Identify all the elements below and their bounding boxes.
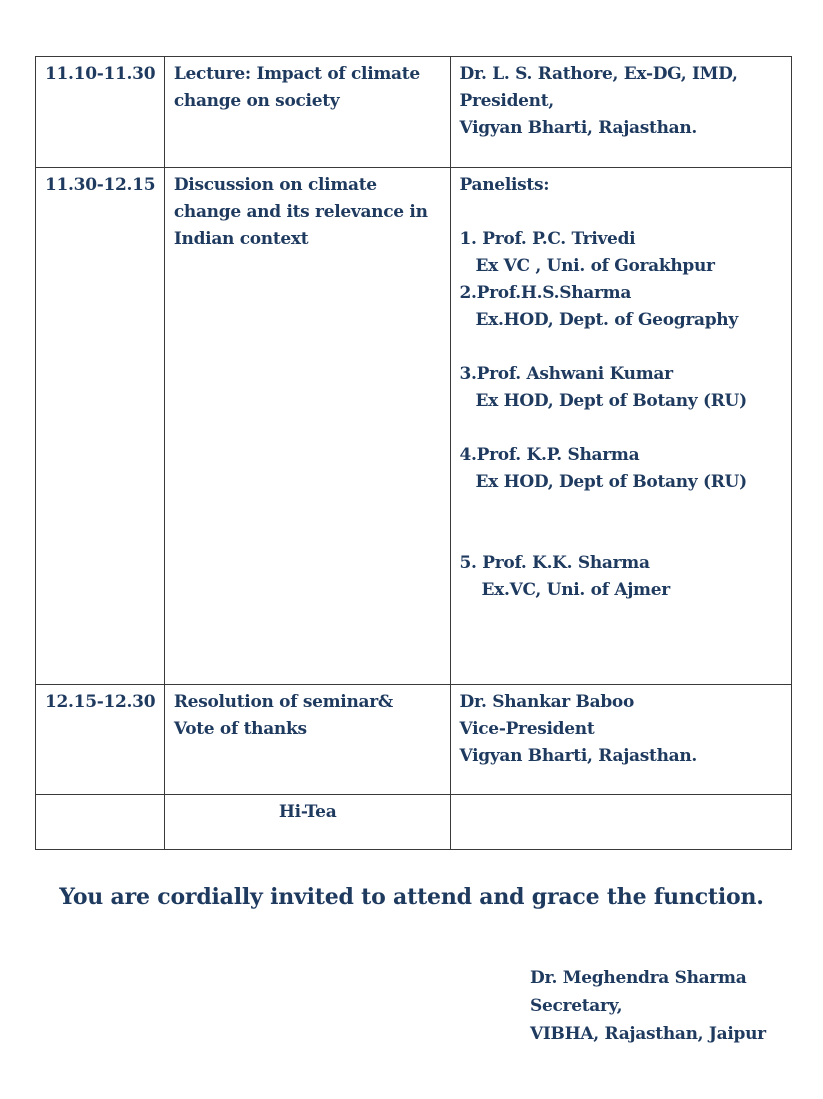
panelists-cell <box>450 168 792 685</box>
speaker-line: Dr. L. S. Rathore, Ex-DG, IMD, <box>459 64 738 84</box>
schedule-row <box>36 57 792 168</box>
time-slot: 11.10-11.30 <box>45 64 156 84</box>
event-cell <box>164 168 450 685</box>
time-slot: 11.30-12.15 <box>45 175 156 195</box>
event-cell <box>164 57 450 168</box>
panelists-heading: Panelists: <box>459 175 550 195</box>
schedule-row <box>36 685 792 795</box>
panelist-role: Ex.VC, Uni. of Ajmer <box>481 580 670 600</box>
panelist-role: Ex HOD, Dept of Botany (RU) <box>475 391 747 411</box>
speaker-cell <box>450 795 792 850</box>
event-line: change on society <box>173 91 340 111</box>
event-line: Hi-Tea <box>278 802 337 822</box>
event-cell <box>164 795 450 850</box>
speaker-cell <box>450 685 792 795</box>
event-line: Resolution of seminar& <box>173 692 393 712</box>
panelist-name: 3.Prof. Ashwani Kumar <box>459 364 673 384</box>
event-line: Indian context <box>173 229 309 249</box>
signatory-org: VIBHA, Rajasthan, Jaipur <box>530 1024 766 1044</box>
panelist-name: 1. Prof. P.C. Trivedi <box>459 229 636 249</box>
time-cell <box>36 168 165 685</box>
signature-block <box>530 964 766 1048</box>
panelist-role: Ex VC , Uni. of Gorakhpur <box>475 256 715 276</box>
panelist-role: Ex.HOD, Dept. of Geography <box>475 310 738 330</box>
time-cell <box>36 685 165 795</box>
panelist-role: Ex HOD, Dept of Botany (RU) <box>475 472 747 492</box>
panelist-name: 2.Prof.H.S.Sharma <box>459 283 632 303</box>
event-line: Vote of thanks <box>173 719 307 739</box>
speaker-line: Vigyan Bharti, Rajasthan. <box>459 746 698 766</box>
time-cell <box>36 795 165 850</box>
speaker-cell <box>450 57 792 168</box>
time-slot: 12.15-12.30 <box>45 692 156 712</box>
panelist-name: 4.Prof. K.P. Sharma <box>459 445 640 465</box>
schedule-table <box>35 56 792 850</box>
invitation-text: You are cordially invited to attend and grace the function. <box>59 884 764 910</box>
event-line: Discussion on climate <box>173 175 377 195</box>
event-cell <box>164 685 450 795</box>
schedule-row <box>36 795 792 850</box>
event-line: change and its relevance in <box>173 202 428 222</box>
schedule-row <box>36 168 792 685</box>
speaker-line: Vigyan Bharti, Rajasthan. <box>459 118 698 138</box>
speaker-line: Vice-President <box>459 719 595 739</box>
time-cell <box>36 57 165 168</box>
signatory-name: Dr. Meghendra Sharma <box>530 968 747 988</box>
panelist-name: 5. Prof. K.K. Sharma <box>459 553 650 573</box>
speaker-line: Dr. Shankar Baboo <box>459 692 635 712</box>
event-line: Lecture: Impact of climate <box>173 64 420 84</box>
signatory-title: Secretary, <box>530 996 623 1016</box>
speaker-line: President, <box>459 91 554 111</box>
